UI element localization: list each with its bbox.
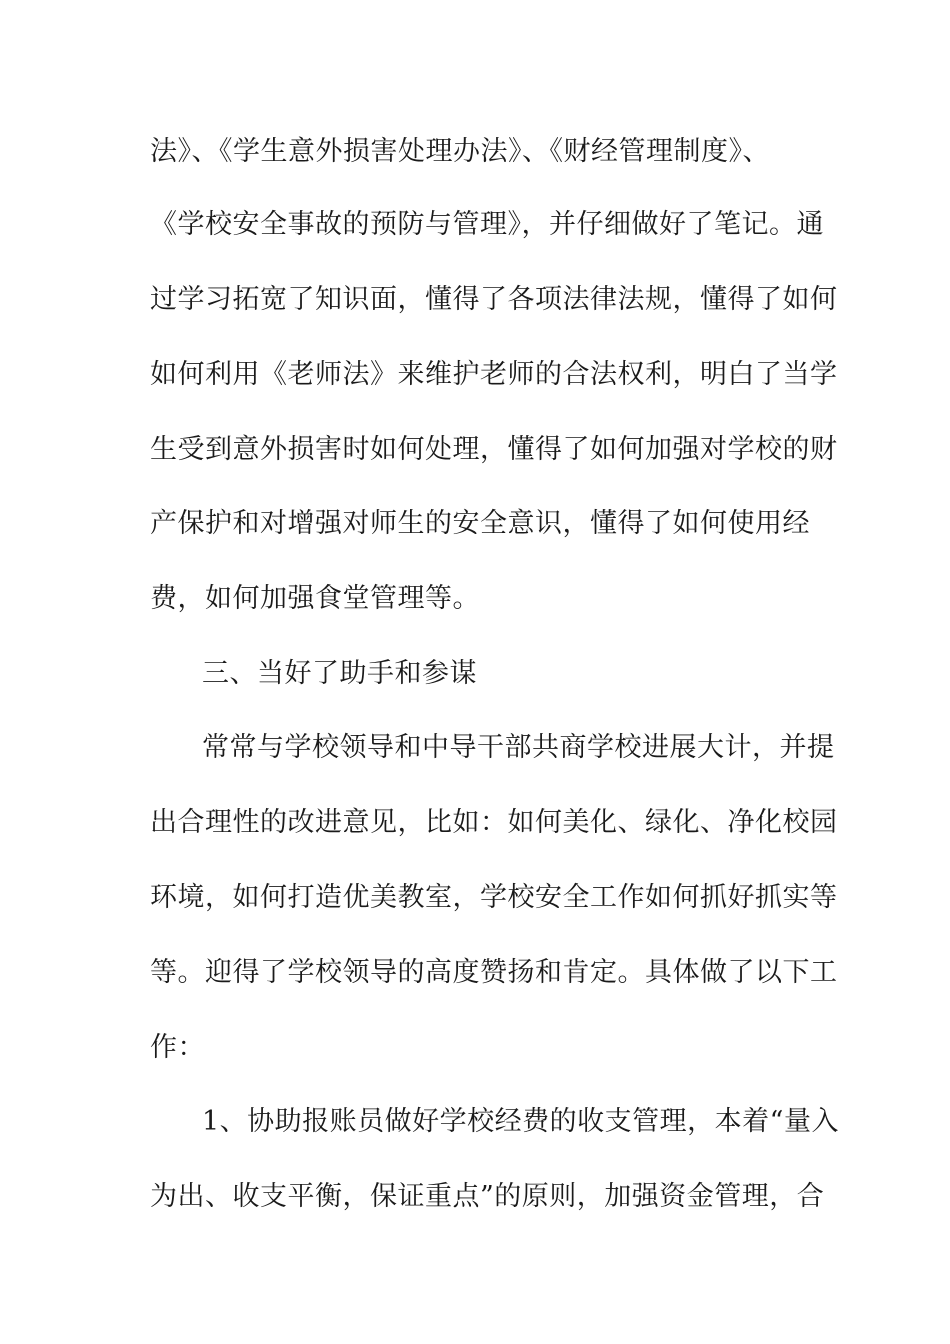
section-heading: 三、当好了助手和参谋: [202, 658, 477, 689]
paragraph-line: 作：: [150, 1032, 205, 1063]
paragraph-line: 等。迎得了学校领导的高度赞扬和肯定。具体做了以下工: [150, 957, 838, 988]
list-item-line: 为出、收支平衡，保证重点”的原则，加强资金管理，合: [150, 1181, 825, 1212]
paragraph-line: 环境，如何打造优美教室，学校安全工作如何抓好抓实等: [150, 882, 838, 913]
paragraph-line: 出合理性的改进意见，比如：如何美化、绿化、净化校园: [150, 807, 838, 838]
paragraph-line: 过学习拓宽了知识面，懂得了各项法律法规，懂得了如何: [150, 284, 838, 315]
list-item-line: 1、协助报账员做好学校经费的收支管理，本着“量入: [202, 1106, 839, 1137]
paragraph-line: 费，如何加强食堂管理等。: [150, 583, 480, 614]
paragraph-line: 产保护和对增强对师生的安全意识，懂得了如何使用经: [150, 508, 810, 539]
paragraph-line: 法》、《学生意外损害处理办法》、《财经管理制度》、: [150, 136, 770, 167]
paragraph-line: 常常与学校领导和中导干部共商学校进展大计，并提: [202, 732, 835, 763]
paragraph-line: 《学校安全事故的预防与管理》，并仔细做好了笔记。通: [150, 209, 824, 240]
paragraph-line: 如何利用《老师法》来维护老师的合法权利，明白了当学: [150, 359, 838, 390]
paragraph-line: 生受到意外损害时如何处理，懂得了如何加强对学校的财: [150, 434, 838, 465]
